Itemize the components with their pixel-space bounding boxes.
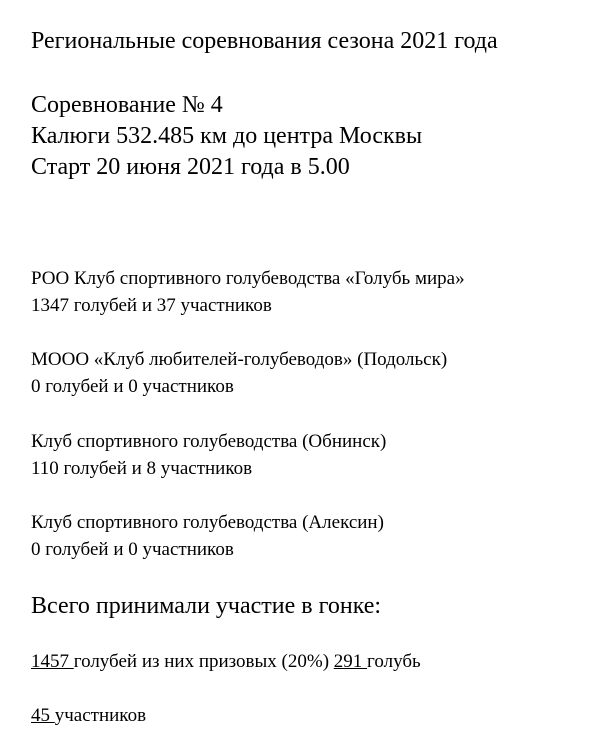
prize-unit: голубь [367,651,421,672]
summary-pigeons-line [31,650,421,674]
club-stats: 0 голубей и 0 участников [31,539,234,560]
club-name: Клуб спортивного голубеводства (Обнинск) [31,431,387,452]
competition-distance: Калюги 532.485 км до центра Москвы [31,123,423,149]
club-name: РОО Клуб спортивного голубеводства «Голубь мира» [31,268,465,289]
summary-participants-line [31,704,146,728]
prize-pigeons-count: 291 [333,651,368,672]
competition-number: Соревнование № 4 [31,92,223,118]
total-pigeons-count: 1457 [31,651,74,672]
pigeons-text: голубей из них призовых (20%) [73,651,334,672]
club-stats: 110 голубей и 8 участников [31,458,253,479]
club-name: МООО «Клуб любителей-голубеводов» (Подольск) [31,349,448,370]
participants-text: участников [54,705,147,726]
document-title: Региональные соревнования сезона 2021 года [31,28,498,54]
total-participants-count: 45 [31,705,55,726]
club-stats: 1347 голубей и 37 участников [31,295,272,316]
competition-start: Старт 20 июня 2021 года в 5.00 [31,154,350,180]
club-name: Клуб спортивного голубеводства (Алексин) [31,512,384,533]
summary-heading: Всего принимали участие в гонке: [31,593,382,619]
club-stats: 0 голубей и 0 участников [31,376,234,397]
